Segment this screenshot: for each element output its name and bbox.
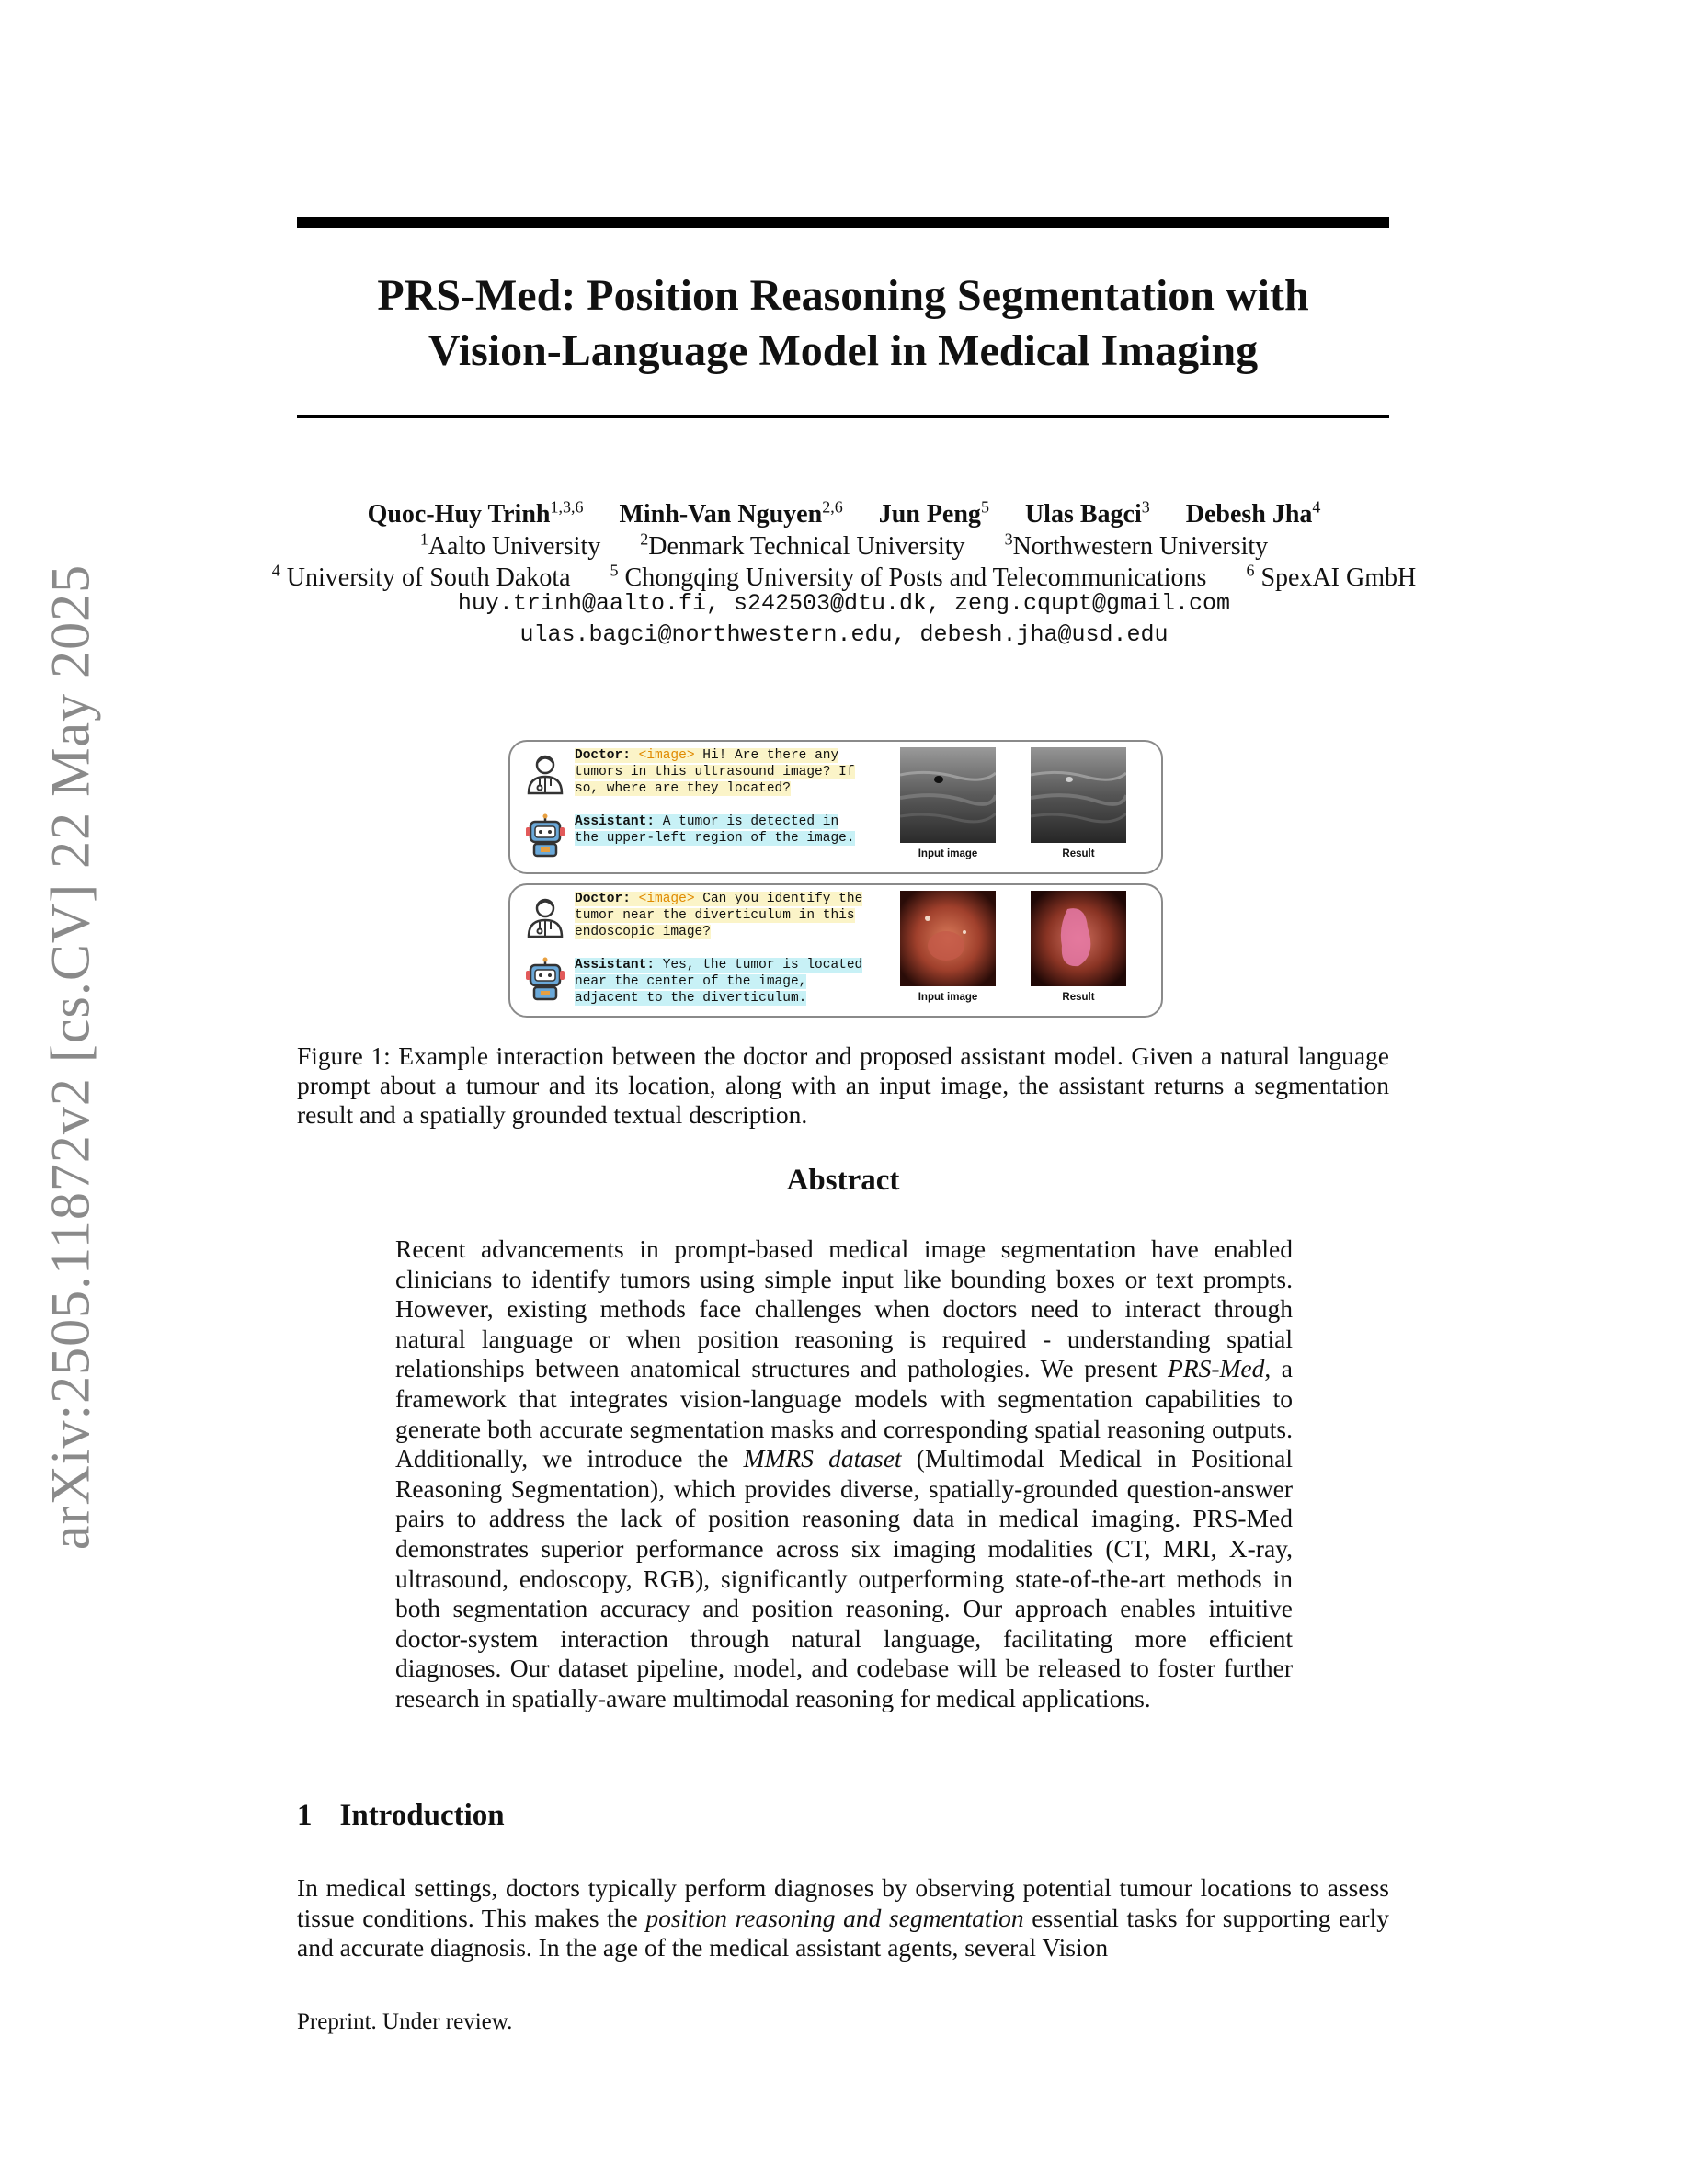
title-rule-bottom: [297, 415, 1389, 418]
emails-line-2: ulas.bagci@northwestern.edu, debesh.jha@usd.edu: [519, 621, 1169, 648]
input-image-label: Input image: [918, 848, 978, 859]
doctor-icon: [523, 751, 567, 795]
author: Ulas Bagci$^3$: [1024, 498, 1150, 529]
result-label: Result: [1062, 848, 1095, 859]
affiliation: $^2$Denmark Technical University: [640, 530, 965, 562]
figure-panel-ultrasound: [508, 740, 1163, 874]
robot-icon: [523, 813, 567, 858]
affiliation: $^3$Northwestern University: [1004, 530, 1269, 562]
figure-panel-endoscopy: [508, 883, 1163, 1018]
abstract-heading: Abstract: [786, 1164, 900, 1197]
introduction-body: In medical settings, doctors typically perform diagnoses by observing potential tumour locations to assess tissue conditions. This makes the position reasoning and segmentation essential tasks for supporting early and accurate diagnosis. In the age of the medical assistant agents, several Vision: [297, 1873, 1389, 1962]
arxiv-id: arXiv:2505.11872v2 [cs.CV] 22 May 2025: [40, 563, 101, 1551]
figure-caption: Figure 1: Example interaction between the doctor and proposed assistant model. Given a natural language prompt about a tumour and its location, along with an input image, the assistant returns a segmentation result and a spatially grounded textual description.: [297, 1041, 1389, 1129]
abstract-body: Recent advancements in prompt-based medical image segmentation have enabled clinicians to identify tumors using simple input like bounding boxes or text prompts. However, existing methods face challenges when doctors need to interact through natural language or when position reasoning is required - understanding spatial relationships between anatomical structures and pathologies. We present PRS-Med, a framework that integrates vision-language models with segmentation capabilities to generate both accurate segmentation masks and corresponding spatial reasoning outputs. Additionally, we introduce the MMRS dataset (Multimodal Medical in Positional Reasoning Segmentation), which provides diverse, spatially-grounded question-answer pairs to address the lack of position reasoning data in medical imaging. PRS-Med demonstrates superior performance across six imaging modalities (CT, MRI, X-ray, ultrasound, endoscopy, RGB), significantly outperforming state-of-the-art methods in both segmentation accuracy and position reasoning. Our approach enables intuitive doctor-system interaction through natural language, facilitating more efficient diagnoses. Our dataset pipeline, model, and codebase will be released to foster further research in spatially-aware multimodal reasoning for medical applications.: [395, 1234, 1293, 1712]
title-rule-top: [297, 217, 1389, 228]
title-line-1: PRS-Med: Position Reasoning Segmentation with: [377, 271, 1309, 320]
assistant-answer: Assistant: A tumor is detected in the upper-left region of the image.: [575, 814, 855, 846]
ultrasound-input-image: [900, 747, 996, 843]
author: Quoc-Huy Trinh$^{1,3,6}$: [367, 498, 584, 529]
endoscopy-input-image: [900, 891, 996, 986]
affiliation: $^1$Aalto University: [419, 530, 601, 562]
figure-1: [508, 740, 1163, 1027]
result-label: Result: [1062, 992, 1095, 1003]
affiliation: $^4$ University of South Dakota: [271, 562, 571, 593]
doctor-icon: [523, 894, 567, 938]
affiliation: $^5$ Chongqing University of Posts and Telecommunications: [610, 562, 1207, 593]
doctor-question: Doctor: <image> Hi! Are there any tumors in this ultrasound image? If so, where are they located?: [575, 748, 855, 796]
section-heading-introduction: 1 Introduction: [297, 1799, 505, 1832]
paper-title: [297, 268, 1389, 379]
arxiv-sidebar: [39, 552, 103, 1563]
robot-icon: [523, 957, 567, 1001]
ultrasound-result-image: [1031, 747, 1126, 843]
author: Minh-Van Nguyen$^{2,6}$: [619, 498, 843, 529]
doctor-question: Doctor: <image> Can you identify the tumor near the diverticulum in this endoscopic image?: [575, 892, 863, 939]
emails-line-1: huy.trinh@aalto.fi, s242503@dtu.dk, zeng.cqupt@gmail.com: [457, 590, 1231, 617]
assistant-answer: Assistant: Yes, the tumor is located near the center of the image, adjacent to the diverticulum.: [575, 958, 863, 1006]
input-image-label: Input image: [918, 992, 978, 1003]
footer-note: Preprint. Under review.: [297, 2009, 513, 2034]
endoscopy-result-image: [1031, 891, 1126, 986]
author: Jun Peng$^5$: [878, 498, 989, 529]
author: Debesh Jha$^4$: [1185, 498, 1321, 529]
affiliation: $^6$ SpexAI GmbH: [1246, 562, 1417, 593]
title-line-2: Vision-Language Model in Medical Imaging: [428, 326, 1259, 375]
